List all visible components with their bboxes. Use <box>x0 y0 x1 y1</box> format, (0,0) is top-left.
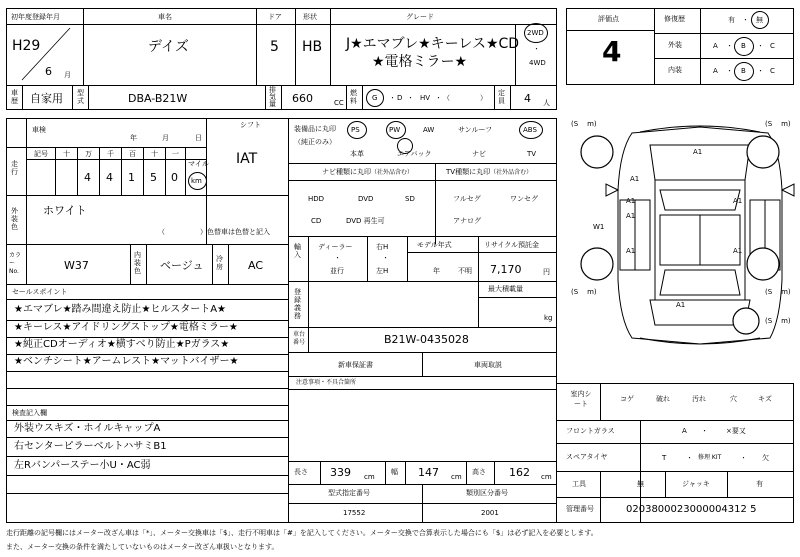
tire-label-fr: (S m) <box>765 120 791 128</box>
tire-fl-m: m <box>587 120 594 128</box>
registration-year: H29 <box>12 38 41 54</box>
equip-aw: AW <box>423 126 435 134</box>
door-label: ドア <box>268 13 282 21</box>
inspector-notes-label: 検査記入欄 <box>12 409 47 417</box>
model-year-unknown: 不明 <box>458 267 472 275</box>
tv-label-text: TV種類に丸印 <box>446 168 491 176</box>
mileage-digit-5: 0 <box>171 171 178 184</box>
inspection-year-unit: 年 <box>130 134 137 142</box>
tv-label <box>446 169 532 176</box>
model-year-unit: 年 <box>433 267 440 275</box>
digit-head-3: 千 <box>107 150 114 158</box>
mileage-digit-1: 4 <box>84 171 91 184</box>
spare-tire-none: 欠 <box>762 454 769 462</box>
usage: 自家用 <box>30 92 63 105</box>
digit-head-4: 百 <box>129 150 136 158</box>
drive-2wd: 2WD <box>527 29 544 37</box>
spare-tire-sep-1: ・ <box>686 454 693 462</box>
model-year-label: モデル年式 <box>417 241 452 249</box>
month-unit: 月 <box>64 71 71 79</box>
front-glass-sep: ・ <box>701 427 708 435</box>
import-dealer-sep: ・ <box>334 254 341 262</box>
width-label: 幅 <box>391 468 398 476</box>
color-note-close: ）色替車は色替と記入 <box>200 228 270 236</box>
tire-label-spare: (S m) <box>765 317 791 325</box>
navi-label-note: （社外品含む） <box>371 169 414 176</box>
capacity-label: 定員 <box>498 89 505 105</box>
fuel-separator-2: ・ <box>407 94 414 102</box>
shift-label: シフト <box>240 121 261 129</box>
repair-separator: ・ <box>742 16 749 24</box>
recycle-label: リサイクル預託金 <box>484 241 540 249</box>
jack-label: ジャッキ <box>682 480 710 488</box>
tire-label-rr: (S m) <box>765 288 791 296</box>
interior-sep-2: ・ <box>757 67 764 75</box>
score-label: 評価点 <box>598 15 619 23</box>
digit-head-mile: マイル <box>188 160 209 168</box>
tire-fr-m: m <box>781 120 788 128</box>
drive-separator: ・ <box>533 45 540 53</box>
damage-mark-left-front-door: A1 <box>626 197 636 205</box>
damage-mark-left-fender: A1 <box>630 175 640 183</box>
damage-mark-left-rear: A1 <box>626 212 636 220</box>
ac-label: 冷房 <box>216 255 223 271</box>
inspector-note-1: 外装ウスキズ・ホイルキャップA <box>14 423 161 434</box>
tools-value: 無 <box>637 480 644 488</box>
tv-label-note: （社外品含む） <box>490 169 533 176</box>
fuel-separator-1: ・ <box>389 94 396 102</box>
inspection-month-unit: 月 <box>162 134 169 142</box>
interior-grade-b: B <box>741 67 746 75</box>
spare-tire-t: T <box>662 454 667 462</box>
width-unit: cm <box>451 473 462 481</box>
digit-head-6: 一 <box>172 150 179 158</box>
navi-hdd: HDD <box>308 195 325 203</box>
digit-head-1: 十 <box>63 150 70 158</box>
tire-sp-s: S <box>767 317 773 325</box>
repair-history-label: 修復歴 <box>664 15 685 23</box>
usage-label: 車歴 <box>11 89 18 105</box>
management-number-label: 管理番号 <box>566 505 594 513</box>
damage-mark-left-pillar: W1 <box>593 223 605 231</box>
spare-tire-label: スペアタイヤ <box>566 453 608 461</box>
seat-stain: 汚れ <box>692 395 706 403</box>
tire-rr-s: S <box>767 288 773 296</box>
digit-head-5: 十 <box>151 150 158 158</box>
equip-tv: TV <box>527 150 537 158</box>
registration-month: 6 <box>45 65 52 78</box>
grade-line-1: J★エマブレ★キーレス★CD <box>346 36 520 52</box>
sales-point-1: ★エマブレ★踏み間違え防止★ヒルスタートA★ <box>14 304 226 315</box>
tire-fl-s: S <box>573 120 579 128</box>
tire-rr-m: m <box>781 288 788 296</box>
displacement: 660 <box>292 92 313 105</box>
sales-point-3: ★純正CDオーディオ★横すべり防止★Pガラス★ <box>14 339 230 350</box>
interior-color-label: 内装色 <box>134 251 141 275</box>
fuel-other-close: ） <box>480 94 487 102</box>
tv-analog: アナログ <box>453 217 481 225</box>
drive-4wd: 4WD <box>529 59 546 67</box>
max-load-label: 最大積載量 <box>488 285 523 293</box>
navi-sd: SD <box>405 195 415 203</box>
equip-abs: ABS <box>523 126 537 134</box>
recycle-unit: 円 <box>543 268 550 276</box>
seat-tear: 破れ <box>656 395 670 403</box>
max-load-unit: kg <box>544 314 553 322</box>
navi-dvd-play: DVD 再生可 <box>346 217 385 225</box>
navi-label-text: ナビ種類に丸印 <box>322 168 371 176</box>
capacity: 4 <box>524 92 531 105</box>
seat-scratch: キズ <box>758 395 772 403</box>
damage-mark-rear: A1 <box>676 301 686 309</box>
first-registration-label: 初年度登録年月 <box>11 13 60 21</box>
seat-burn: コゲ <box>620 395 634 403</box>
model-label: 型式 <box>77 89 84 105</box>
equip-navi: ナビ <box>472 150 486 158</box>
mileage-digit-4: 5 <box>150 171 157 184</box>
equip-pw: PW <box>389 126 401 134</box>
import-label: 輸入 <box>294 243 301 259</box>
tire-label-fl: (S m) <box>571 120 597 128</box>
model: DBA-B21W <box>128 92 188 105</box>
color-label: 外装色 <box>11 207 18 231</box>
seat-hole: 穴 <box>730 395 737 403</box>
color-note-open: （ <box>158 228 165 236</box>
digit-head-2: 万 <box>85 150 92 158</box>
color-no: W37 <box>64 259 89 272</box>
color-no-label: カラーNo. <box>9 252 22 275</box>
footer-note-1: 走行距離の記号欄にはメーター改ざん車は「*」、メーター交換車は「$」、走行不明車は「#」を記入してください。メーター交換で合算表示した場合にも「$」は必ず記入を必要とします。 <box>6 529 598 537</box>
capacity-unit: 人 <box>543 99 550 107</box>
car-name-label: 車名 <box>158 13 172 21</box>
spare-tire-kit: 修理 KIT <box>698 454 722 461</box>
navi-label <box>322 169 413 176</box>
fuel-gasoline: G <box>372 94 378 102</box>
height-label: 高さ <box>472 468 486 476</box>
interior-grade-c: C <box>770 67 775 75</box>
length-value: 339 <box>330 466 351 479</box>
exterior-grade-b: B <box>741 42 746 50</box>
interior-label: 内装 <box>668 66 682 74</box>
interior-sep-1: ・ <box>726 67 733 75</box>
import-parallel: 並行 <box>330 267 344 275</box>
grade-line-2: ★電格ミラー★ <box>372 54 468 70</box>
front-glass-note: ×要又 <box>726 427 746 435</box>
exterior-sep-1: ・ <box>726 42 733 50</box>
exterior-sep-2: ・ <box>757 42 764 50</box>
tire-rl-s: S <box>573 288 579 296</box>
ac-value: AC <box>248 259 264 272</box>
damage-mark-hood: A1 <box>693 148 703 156</box>
equip-ps: PS <box>351 126 360 134</box>
equip-airbag: エアバック <box>397 150 432 158</box>
shape-label: 形状 <box>303 13 317 21</box>
jack-value: 有 <box>756 480 763 488</box>
fuel-separator-3: ・ <box>435 94 442 102</box>
mileage-label: 走行 <box>11 160 18 176</box>
spare-tire-sep-2: ・ <box>740 454 747 462</box>
width-value: 147 <box>418 466 439 479</box>
new-car-warranty: 新車保証書 <box>338 361 373 369</box>
damage-mark-right-front-door: A1 <box>733 197 743 205</box>
tire-fr-s: S <box>767 120 773 128</box>
equipment-label-2: （純正のみ） <box>294 138 336 146</box>
inspector-note-2: 右センターピラーベルトハサミB1 <box>14 441 167 452</box>
fuel-hybrid: HV <box>420 94 431 102</box>
damage-mark-right-quarter: A1 <box>733 247 743 255</box>
sales-point-2: ★キーレス★アイドリングストップ★電格ミラー★ <box>14 322 238 333</box>
cc-unit: CC <box>334 99 344 107</box>
front-glass-label: フロントガラス <box>566 427 615 435</box>
height-value: 162 <box>509 466 530 479</box>
type-designation-label: 型式指定番号 <box>328 489 370 497</box>
tire-label-rl: (S m) <box>571 288 597 296</box>
import-right-h: 右H <box>376 243 389 251</box>
management-number: 0203800023000004312 5 <box>626 504 757 515</box>
mileage-symbol-label: 記号 <box>34 150 48 158</box>
inspector-note-3: 左Rバンパーステー小U・AC弱 <box>14 460 151 471</box>
inspection-label: 車検 <box>32 126 46 134</box>
equip-sunroof: サンルーフ <box>458 126 493 134</box>
fuel-other-open: （ <box>443 94 450 102</box>
mileage-unit: km <box>191 177 202 185</box>
chassis-label: 車台番号 <box>293 331 306 346</box>
exterior-label: 外装 <box>668 41 682 49</box>
height-unit: cm <box>541 473 552 481</box>
notes-label: 注意事項・不具合箇所 <box>296 379 357 386</box>
navi-dvd: DVD <box>358 195 374 203</box>
footer-note-2: また、メーター交換の条件を満たしていないものはメーター改ざん車扱いとなります。 <box>6 543 279 551</box>
fuel-label: 燃料 <box>350 89 357 105</box>
recycle-value: 7,170 <box>490 263 522 276</box>
interior-grade-a: A <box>713 67 718 75</box>
fuel-diesel: D <box>397 94 403 102</box>
tire-rl-m: m <box>587 288 594 296</box>
mileage-digit-2: 4 <box>106 171 113 184</box>
chassis-number: B21W-0435028 <box>384 333 469 346</box>
exterior-grade-a: A <box>713 42 718 50</box>
vehicle-manual: 車両取説 <box>474 361 502 369</box>
import-h-sep: ・ <box>382 254 389 262</box>
grade-label: グレード <box>406 13 434 21</box>
type-designation-value: 17552 <box>343 509 366 517</box>
category-value: 2001 <box>481 509 499 517</box>
exterior-grade-c: C <box>770 42 775 50</box>
tire-sp-m: m <box>781 317 788 325</box>
sales-point-4: ★ベンチシート★アームレスト★マットバイザー★ <box>14 356 239 367</box>
damage-mark-left-quarter: A1 <box>626 247 636 255</box>
doors: 5 <box>270 39 279 55</box>
shift-value: IAT <box>236 151 258 167</box>
navi-cd: CD <box>311 217 322 225</box>
category-label: 類別区分番号 <box>466 489 508 497</box>
equip-leather: 本革 <box>350 150 364 158</box>
score-value: 4 <box>602 35 622 68</box>
tv-oneseg: ワンセグ <box>510 195 538 203</box>
sales-points-label: セールスポイント <box>12 288 68 296</box>
tv-fullseg: フルセグ <box>453 195 481 203</box>
body-shape: HB <box>302 39 323 55</box>
import-dealer: ディーラー <box>318 243 353 251</box>
repair-yes: 有 <box>728 16 735 24</box>
front-glass-value: A <box>682 427 687 435</box>
length-label: 長さ <box>294 468 308 476</box>
exterior-color: ホワイト <box>43 204 87 217</box>
interior-seat-label: 室内シート <box>570 390 592 408</box>
tools-label: 工具 <box>572 480 586 488</box>
displacement-label: 排気量 <box>269 86 276 108</box>
interior-color: ベージュ <box>160 259 204 272</box>
registration-label: 登録義務 <box>294 288 301 320</box>
inspection-day-unit: 日 <box>195 134 202 142</box>
car-name: デイズ <box>148 39 189 55</box>
mileage-digit-3: 1 <box>128 171 135 184</box>
equipment-label: 装備品に丸印 <box>294 125 336 133</box>
repair-no: 無 <box>756 16 763 24</box>
import-left-h: 左H <box>376 267 389 275</box>
length-unit: cm <box>364 473 375 481</box>
